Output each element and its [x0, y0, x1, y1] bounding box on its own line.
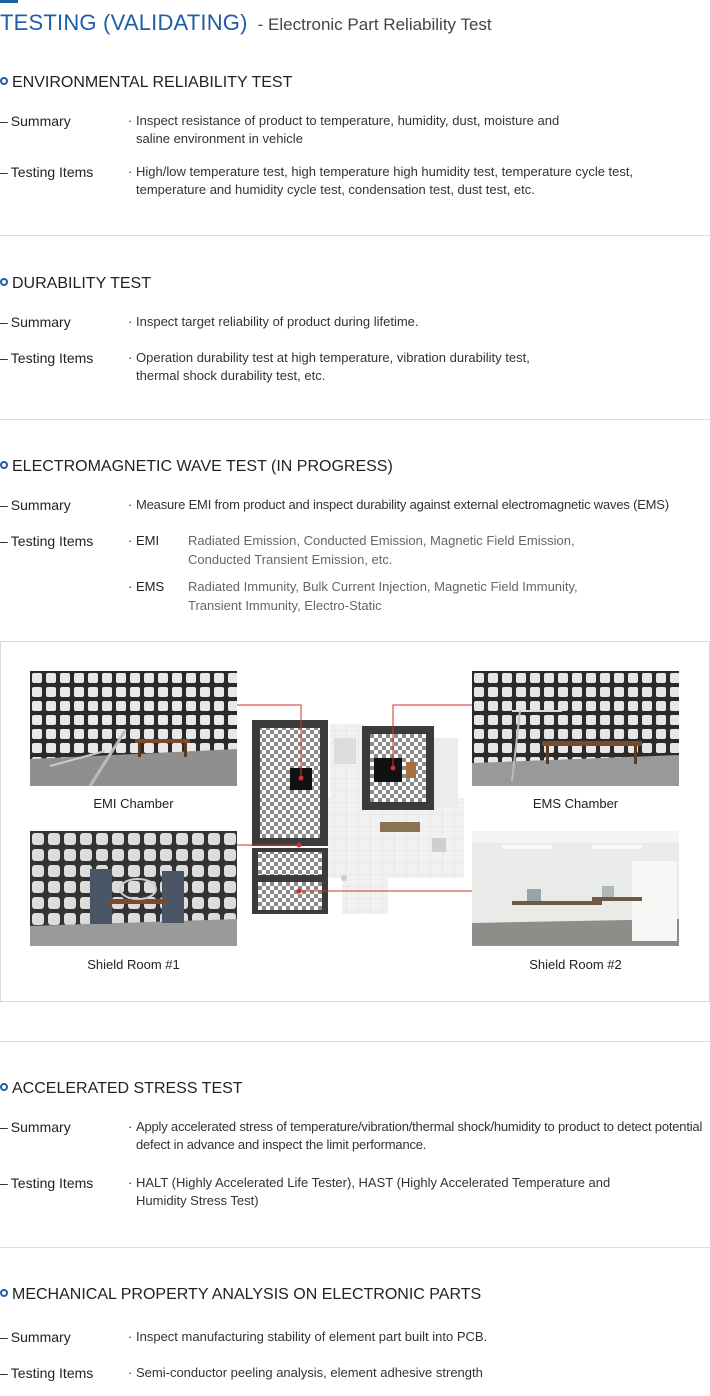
- summary-text: Inspect resistance of product to temperature, humidity, dust, moisture and saline environment in vehicle: [136, 113, 560, 146]
- testing-items-text: Operation durability test at high temperature, vibration durability test, thermal shock durability test, etc.: [136, 350, 530, 383]
- page-title-main: TESTING (VALIDATING): [0, 10, 248, 35]
- divider: [0, 1247, 710, 1248]
- emi-chamber-caption: EMI Chamber: [93, 796, 174, 811]
- shield-room-1-image: [30, 831, 237, 946]
- testing-items-text: High/low temperature test, high temperature high humidity test, temperature cycle test, temperature and humidity cycle test, condensation test, dust test, etc.: [136, 164, 634, 197]
- testing-items-text: Semi-conductor peeling analysis, element adhesive strength: [136, 1365, 483, 1380]
- testing-items-label: Testing Items: [10, 164, 94, 180]
- summary-label: Summary: [10, 1329, 71, 1345]
- summary-text: Measure EMI from product and inspect durability against external electromagnetic waves (EMS): [136, 497, 669, 512]
- circle-bullet-icon: [0, 278, 8, 286]
- test-facility-figure: [0, 641, 710, 1002]
- divider: [0, 419, 710, 420]
- section-heading: ELECTROMAGNETIC WAVE TEST (IN PROGRESS): [0, 458, 393, 480]
- testing-items-label: Testing Items: [10, 350, 94, 366]
- section-mechanical-property: MECHANICAL PROPERTY ANALYSIS ON ELECTRONIC PARTS – Summary · Inspect manufacturing stability of element part built into PCB. – Testing Items · Semi-conductor peeling analysis, element adhesive strength: [0, 1286, 710, 1396]
- testing-items-label: Testing Items: [10, 1365, 94, 1381]
- section-heading: ACCELERATED STRESS TEST: [0, 1080, 243, 1102]
- ems-chamber-photo: [472, 671, 679, 786]
- shield-room-2-caption: Shield Room #2: [529, 957, 622, 972]
- floor-plan-image: [250, 718, 466, 916]
- sub-item-key: EMI: [135, 533, 160, 548]
- summary-label: Summary: [10, 497, 71, 513]
- emi-chamber-photo: [30, 671, 237, 786]
- page-title-sub: - Electronic Part Reliability Test: [257, 15, 492, 34]
- sub-item-value: Radiated Immunity, Bulk Current Injection, Magnetic Field Immunity, Transient Immunity, Electro-Static: [188, 579, 578, 613]
- page-title: [0, 10, 492, 42]
- divider: [0, 235, 710, 236]
- section-heading: MECHANICAL PROPERTY ANALYSIS ON ELECTRONIC PARTS: [0, 1286, 481, 1308]
- sub-item-value: Radiated Emission, Conducted Emission, Magnetic Field Emission, Conducted Transient Emission, etc.: [188, 533, 575, 567]
- ems-chamber-caption: EMS Chamber: [532, 796, 619, 811]
- sub-item-key: EMS: [135, 579, 165, 594]
- emi-chamber-image: [30, 671, 237, 786]
- testing-items-label: Testing Items: [10, 533, 94, 549]
- summary-label: Summary: [10, 113, 71, 129]
- summary-text: Inspect manufacturing stability of element part built into PCB.: [136, 1329, 488, 1344]
- testing-items-text: HALT (Highly Accelerated Life Tester), HAST (Highly Accelerated Temperature and Humidity Stress Test): [136, 1175, 611, 1208]
- title-accent-bar: [0, 0, 18, 3]
- section-accelerated-stress: ACCELERATED STRESS TEST – Summary · Apply accelerated stress of temperature/vibration/thermal shock/humidity to product to detect potential defect in advance and inspect the limit performance. – Testing Items · HALT (Highly Accelerated Life Tester), HAST (Highly Accelerated Temperature and Humidity Stress Test): [0, 1080, 710, 1240]
- circle-bullet-icon: [0, 1083, 8, 1091]
- summary-label: Summary: [10, 314, 71, 330]
- section-electromagnetic: ELECTROMAGNETIC WAVE TEST (IN PROGRESS) – Summary · Measure EMI from product and inspect durability against external electromagnetic waves (EMS) – Testing Items · EMI Radiated Emission, Conducted Emission, Magnetic Field Emission, Conducted Transient Emission, etc. · EMS Radiated Immunity, Bulk Current Injection, Magnetic Field Immunity, Transient Immunity, Electro-Static: [0, 458, 710, 628]
- circle-bullet-icon: [0, 461, 8, 469]
- circle-bullet-icon: [0, 1289, 8, 1297]
- section-environmental: ENVIRONMENTAL RELIABILITY TEST – Summary · Inspect resistance of product to temperature, humidity, dust, moisture and saline environment in vehicle – Testing Items · High/low temperature test, high temperature high humidity test, temperature cycle test, temperature and humidity cycle test, condensation test, dust test, etc.: [0, 74, 710, 234]
- summary-label: Summary: [10, 1119, 71, 1135]
- divider: [0, 1041, 710, 1042]
- testing-items-label: Testing Items: [10, 1175, 94, 1191]
- section-heading: DURABILITY TEST: [0, 275, 151, 297]
- floor-plan: [250, 718, 466, 916]
- section-durability: DURABILITY TEST – Summary · Inspect target reliability of product during lifetime. – Testing Items · Operation durability test at high temperature, vibration durability test, thermal shock durability test, etc.: [0, 275, 710, 415]
- circle-bullet-icon: [0, 77, 8, 85]
- section-heading: ENVIRONMENTAL RELIABILITY TEST: [0, 74, 292, 96]
- summary-text: Inspect target reliability of product during lifetime.: [136, 314, 419, 329]
- shield-room-1-photo: [30, 831, 237, 946]
- shield-room-2-photo: [472, 831, 679, 946]
- summary-text: Apply accelerated stress of temperature/vibration/thermal shock/humidity to product to detect potential defect in advance and inspect the limit performance.: [136, 1119, 703, 1152]
- shield-room-2-image: [472, 831, 679, 946]
- ems-chamber-image: [472, 671, 679, 786]
- shield-room-1-caption: Shield Room #1: [87, 957, 180, 972]
